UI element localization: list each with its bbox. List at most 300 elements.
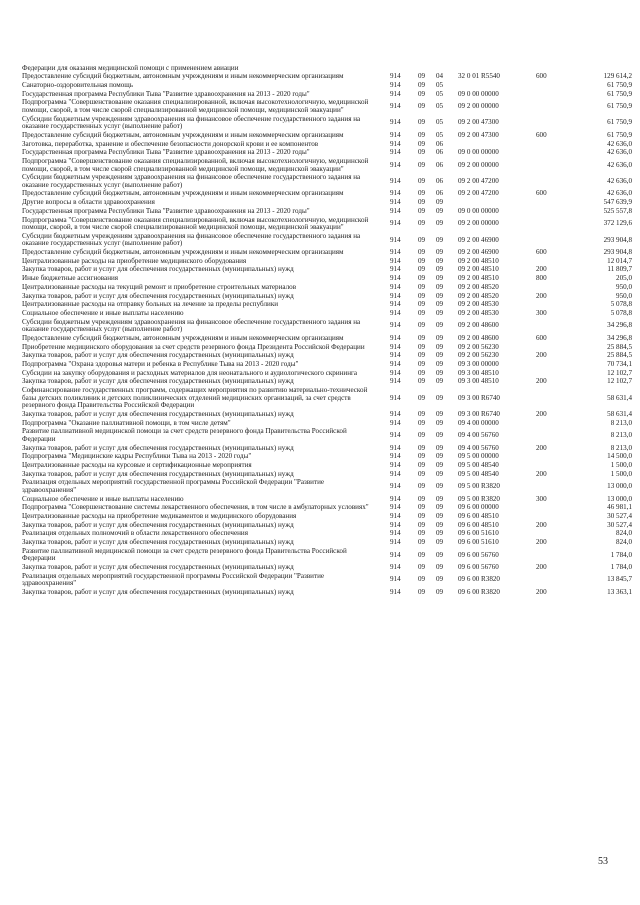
row-ministry-code: 914 [390, 206, 401, 215]
row-name: Социальное обеспечение и иные выплаты населению [22, 494, 184, 503]
row-amount: 13 000,0 [607, 482, 632, 491]
row-amount: 61 750,9 [607, 130, 632, 139]
table-row [22, 207, 632, 216]
row-name: Закупка товаров, работ и услуг для обеспечения государственных (муниципальных) нужд [22, 520, 294, 529]
row-target-item-code: 09 2 00 48510 [458, 256, 499, 265]
row-subsection-code: 06 [436, 160, 444, 169]
row-section-code: 09 [418, 431, 426, 440]
row-ministry-code: 914 [390, 89, 401, 98]
row-target-item-code: 09 2 00 00000 [458, 219, 499, 228]
row-target-item-code: 09 3 00 00000 [458, 359, 499, 368]
row-ministry-code: 914 [390, 160, 401, 169]
row-expense-type-code [536, 461, 576, 470]
row-section-code: 09 [418, 256, 426, 265]
row-section-code: 09 [418, 282, 426, 291]
row-target-item-code: 09 2 00 47300 [458, 118, 499, 127]
row-subsection-code: 09 [436, 575, 444, 584]
row-name: Предоставление субсидий бюджетным, автономным учреждениям и иным некоммерческим организациям [22, 130, 344, 139]
row-target-item-code: 09 4 00 56760 [458, 431, 499, 440]
row-name: Закупка товаров, работ и услуг для обеспечения государственных (муниципальных) нужд [22, 291, 294, 300]
table-row [22, 157, 632, 173]
row-subsection-code: 09 [436, 265, 444, 274]
table-row [22, 512, 632, 521]
row-subsection-code: 05 [436, 80, 444, 89]
row-expense-type-code: 200 [536, 469, 547, 478]
row-section-code: 09 [418, 469, 426, 478]
row-amount: 13 000,0 [607, 494, 632, 503]
row-amount: 42 636,0 [607, 148, 632, 157]
row-name: Реализация отдельных мероприятий государственной программы Российской Федерации "Развитие здравоохранения" [22, 571, 325, 588]
row-expense-type-code [536, 360, 576, 369]
row-subsection-code: 06 [436, 148, 444, 157]
row-amount: 42 636,0 [607, 139, 632, 148]
row-amount: 61 750,9 [607, 118, 632, 127]
row-amount: 61 750,9 [607, 102, 632, 111]
row-name: Предоставление субсидий бюджетным, автономным учреждениям и иным некоммерческим организациям [22, 333, 344, 342]
row-amount: 70 734,1 [607, 359, 632, 368]
row-expense-type-code [536, 115, 576, 131]
row-subsection-code: 09 [436, 587, 444, 596]
row-amount: 30 527,4 [607, 520, 632, 529]
row-expense-type-code: 300 [536, 308, 547, 317]
row-subsection-code: 09 [436, 469, 444, 478]
row-subsection-code: 09 [436, 291, 444, 300]
row-subsection-code: 09 [436, 494, 444, 503]
row-ministry-code: 914 [390, 72, 401, 81]
row-expense-type-code: 200 [536, 538, 547, 547]
row-section-code: 09 [418, 575, 426, 584]
row-section-code: 09 [418, 520, 426, 529]
row-name: Субсидии бюджетным учреждениям здравоохранения на финансовое обеспечение государственного задания на оказание государственных услуг (выполнение работ) [22, 231, 361, 248]
row-amount: 129 614,2 [603, 72, 632, 81]
row-name: Централизованные расходы на отправку больных на лечение за пределы республики [22, 300, 279, 309]
row-target-item-code: 09 2 00 48520 [458, 291, 499, 300]
row-name: Санаторно-оздоровительная помощь [22, 80, 134, 89]
row-amount: 372 129,6 [603, 219, 632, 228]
row-ministry-code: 914 [390, 452, 401, 461]
table-row [22, 249, 632, 258]
row-target-item-code: 09 2 00 00000 [458, 102, 499, 111]
row-target-item-code: 09 6 00 56760 [458, 550, 499, 559]
row-target-item-code: 09 5 00 R3820 [458, 494, 500, 503]
row-subsection-code: 09 [436, 409, 444, 418]
row-expense-type-code: 600 [536, 333, 547, 342]
row-target-item-code: 09 3 00 48510 [458, 368, 499, 377]
row-expense-type-code: 200 [536, 443, 547, 452]
row-amount: 13 363,1 [607, 587, 632, 596]
row-name: Реализация отдельных мероприятий государственной программы Российской Федерации "Развитие здравоохранения" [22, 478, 325, 494]
row-ministry-code: 914 [390, 219, 401, 228]
row-section-code: 09 [418, 393, 426, 402]
row-target-item-code: 09 3 00 R6740 [458, 409, 500, 418]
row-subsection-code: 09 [436, 359, 444, 368]
row-amount: 293 904,8 [603, 235, 632, 244]
row-ministry-code: 914 [390, 342, 401, 351]
table-row [22, 386, 632, 410]
row-amount: 61 750,9 [607, 89, 632, 98]
row-amount: 12 102,7 [607, 368, 632, 377]
row-expense-type-code: 200 [536, 409, 547, 418]
row-target-item-code: 09 6 00 48510 [458, 511, 499, 520]
row-name: Подпрограмма "Совершенствование системы лекарственного обеспечения, в том числе в амбулаторных условиях" [22, 503, 369, 512]
row-target-item-code: 09 2 00 48600 [458, 333, 499, 342]
row-section-code: 09 [418, 418, 426, 427]
row-section-code: 09 [418, 206, 426, 215]
row-ministry-code: 914 [390, 469, 401, 478]
row-target-item-code: 09 5 00 48540 [458, 469, 499, 478]
row-subsection-code: 09 [436, 351, 444, 360]
row-amount: 950,0 [616, 282, 632, 291]
row-name: Закупка товаров, работ и услуг для обеспечения государственных (муниципальных) нужд [22, 538, 294, 547]
row-expense-type-code [536, 512, 576, 521]
row-ministry-code: 914 [390, 482, 401, 491]
row-ministry-code: 914 [390, 248, 401, 257]
row-subsection-code: 09 [436, 482, 444, 491]
table-row [22, 81, 632, 90]
row-subsection-code: 05 [436, 102, 444, 111]
row-target-item-code: 09 3 00 48510 [458, 377, 499, 386]
row-amount: 8 213,0 [610, 418, 632, 427]
row-section-code: 09 [418, 148, 426, 157]
table-row [22, 547, 632, 563]
row-expense-type-code: 800 [536, 274, 547, 283]
row-name: Субсидии бюджетным учреждениям здравоохранения на финансовое обеспечение государственного задания на оказание государственных услуг (выполнение работ) [22, 317, 361, 334]
table-row [22, 588, 632, 597]
row-subsection-code: 09 [436, 219, 444, 228]
row-name: Подпрограмма "Совершенствование оказания специализированной, включая высокотехнологичную, медицинской помощи, скорой, в том числе скорой специализированной медицинской помощи, медицинской эвакуации" [22, 98, 369, 114]
row-ministry-code: 914 [390, 321, 401, 330]
row-expense-type-code [536, 174, 576, 190]
row-amount: 525 557,8 [603, 206, 632, 215]
row-ministry-code: 914 [390, 333, 401, 342]
row-section-code: 09 [418, 265, 426, 274]
row-section-code: 09 [418, 139, 426, 148]
row-amount: 34 296,8 [607, 321, 632, 330]
row-subsection-code: 09 [436, 256, 444, 265]
row-section-code: 09 [418, 300, 426, 309]
budget-table [22, 64, 632, 597]
row-subsection-code: 09 [436, 418, 444, 427]
row-target-item-code: 09 6 00 51610 [458, 529, 499, 538]
row-target-item-code: 09 2 00 46900 [458, 235, 499, 244]
row-subsection-code: 09 [436, 443, 444, 452]
row-expense-type-code: 600 [536, 248, 547, 257]
row-section-code: 09 [418, 219, 426, 228]
row-ministry-code: 914 [390, 265, 401, 274]
row-name: Социальное обеспечение и иные выплаты населению [22, 308, 184, 317]
row-ministry-code: 914 [390, 198, 401, 207]
row-subsection-code: 09 [436, 333, 444, 342]
row-subsection-code: 09 [436, 377, 444, 386]
row-section-code: 09 [418, 274, 426, 283]
row-section-code: 09 [418, 377, 426, 386]
row-section-code: 09 [418, 550, 426, 559]
row-subsection-code: 09 [436, 342, 444, 351]
row-ministry-code: 914 [390, 587, 401, 596]
row-amount: 950,0 [616, 291, 632, 300]
row-expense-type-code [536, 386, 576, 410]
row-expense-type-code [536, 419, 576, 428]
row-name: Подпрограмма "Оказание паллиативной помощи, в том числе детям" [22, 418, 231, 427]
table-row [22, 216, 632, 232]
row-expense-type-code [536, 216, 576, 232]
row-ministry-code: 914 [390, 494, 401, 503]
row-section-code: 09 [418, 342, 426, 351]
row-name: Подпрограмма "Охрана здоровья матери и ребенка в Республике Тыва на 2013 - 2020 годы" [22, 359, 299, 368]
row-name: Централизованные расходы на приобретение медикаментов и медицинского оборудования [22, 511, 297, 520]
row-ministry-code: 914 [390, 575, 401, 584]
row-target-item-code: 09 2 00 46900 [458, 248, 499, 257]
table-row [22, 428, 632, 444]
row-amount: 30 527,4 [607, 511, 632, 520]
row-expense-type-code: 300 [536, 494, 547, 503]
table-row [22, 232, 632, 248]
row-section-code: 09 [418, 198, 426, 207]
row-subsection-code: 09 [436, 368, 444, 377]
row-subsection-code: 09 [436, 538, 444, 547]
table-row [22, 99, 632, 115]
row-name: Субсидии на закупку оборудования и расходных материалов для неонатального и аудиологического скрининга [22, 368, 358, 377]
table-row [22, 334, 632, 343]
row-name: Софинансирование государственных программ, содержащих мероприятия по развитию материально-технической базы детских поликлиник и детских поликлинических отделений медицинских организаций, за счет средств резервного фонда Правительства Российской Федерации [22, 386, 368, 410]
row-amount: 25 884,5 [607, 342, 632, 351]
table-row [22, 275, 632, 284]
row-expense-type-code [536, 283, 576, 292]
row-subsection-code: 09 [436, 562, 444, 571]
row-amount: 824,0 [616, 529, 632, 538]
row-subsection-code: 09 [436, 282, 444, 291]
row-ministry-code: 914 [390, 235, 401, 244]
row-target-item-code: 09 2 00 47300 [458, 130, 499, 139]
table-row [22, 131, 632, 140]
row-target-item-code: 09 2 00 47200 [458, 189, 499, 198]
row-subsection-code: 05 [436, 118, 444, 127]
row-target-item-code: 09 2 00 47200 [458, 177, 499, 185]
row-ministry-code: 914 [390, 291, 401, 300]
row-expense-type-code [536, 207, 576, 216]
row-ministry-code: 914 [390, 256, 401, 265]
row-target-item-code [458, 81, 536, 90]
row-section-code: 09 [418, 503, 426, 512]
row-section-code: 09 [418, 80, 426, 89]
row-expense-type-code: 600 [536, 189, 547, 198]
row-ministry-code: 914 [390, 177, 401, 185]
row-expense-type-code: 200 [536, 520, 547, 529]
table-row [22, 318, 632, 334]
row-ministry-code: 914 [390, 431, 401, 440]
row-section-code: 09 [418, 72, 426, 81]
row-ministry-code: 914 [390, 409, 401, 418]
row-target-item-code: 09 2 00 56230 [458, 342, 499, 351]
row-ministry-code: 914 [390, 393, 401, 402]
row-expense-type-code [536, 232, 576, 248]
row-name: Предоставление субсидий бюджетным, автономным учреждениям и иным некоммерческим организациям [22, 72, 344, 81]
row-section-code: 09 [418, 321, 426, 330]
row-ministry-code: 914 [390, 418, 401, 427]
row-name: Иные бюджетные ассигнования [22, 274, 119, 283]
row-subsection-code: 09 [436, 300, 444, 309]
row-amount: 8 213,0 [610, 431, 632, 440]
row-section-code: 09 [418, 333, 426, 342]
row-target-item-code: 09 2 00 48510 [458, 274, 499, 283]
row-name: Государственная программа Республики Тыва "Развитие здравоохранения на 2013 - 2020 годы" [22, 89, 310, 98]
row-section-code: 09 [418, 538, 426, 547]
table-row [22, 283, 632, 292]
row-expense-type-code [536, 81, 576, 90]
row-expense-type-code [536, 149, 576, 158]
row-expense-type-code [536, 428, 576, 444]
row-subsection-code: 09 [436, 511, 444, 520]
row-subsection-code: 09 [436, 431, 444, 440]
row-target-item-code: 09 3 00 R6740 [458, 393, 500, 402]
row-expense-type-code [536, 140, 576, 149]
row-name: Субсидии бюджетным учреждениям здравоохранения на финансовое обеспечение государственного задания на оказание государственных услуг (выполнение работ) [22, 114, 361, 131]
row-target-item-code: 09 2 00 48510 [458, 265, 499, 274]
row-amount: 61 750,9 [607, 80, 632, 89]
row-subsection-code: 05 [436, 89, 444, 98]
row-name: Другие вопросы в области здравоохранения [22, 198, 155, 207]
row-subsection-code: 09 [436, 308, 444, 317]
row-name: Закупка товаров, работ и услуг для обеспечения государственных (муниципальных) нужд [22, 377, 294, 386]
table-row [22, 538, 632, 547]
table-row [22, 572, 632, 588]
row-ministry-code: 914 [390, 148, 401, 157]
row-ministry-code: 914 [390, 538, 401, 547]
row-target-item-code: 09 2 00 56230 [458, 351, 499, 360]
row-subsection-code: 09 [436, 520, 444, 529]
row-section-code: 09 [418, 248, 426, 257]
table-row [22, 461, 632, 470]
row-expense-type-code [536, 99, 576, 115]
row-target-item-code: 09 2 00 48530 [458, 308, 499, 317]
table-row [22, 174, 632, 190]
row-ministry-code: 914 [390, 377, 401, 386]
row-amount: 42 636,0 [607, 160, 632, 169]
row-ministry-code: 914 [390, 550, 401, 559]
row-ministry-code: 914 [390, 460, 401, 469]
row-amount: 1 784,0 [610, 550, 632, 559]
row-ministry-code: 914 [390, 118, 401, 127]
row-section-code: 09 [418, 160, 426, 169]
row-expense-type-code [536, 572, 576, 588]
row-ministry-code: 914 [390, 511, 401, 520]
row-name: Закупка товаров, работ и услуг для обеспечения государственных (муниципальных) нужд [22, 409, 294, 418]
row-target-item-code: 09 4 00 56760 [458, 443, 499, 452]
row-section-code: 09 [418, 460, 426, 469]
row-target-item-code: 09 4 00 00000 [458, 418, 499, 427]
row-target-item-code: 09 2 00 48600 [458, 321, 499, 330]
row-subsection-code: 09 [436, 248, 444, 257]
row-amount: 58 631,4 [607, 393, 632, 402]
row-target-item-code: 09 6 00 51610 [458, 538, 499, 547]
table-row [22, 563, 632, 572]
row-expense-type-code: 200 [536, 351, 547, 360]
row-subsection-code: 09 [436, 393, 444, 402]
row-expense-type-code: 600 [536, 72, 547, 81]
row-expense-type-code: 200 [536, 265, 547, 274]
row-name: Развитие паллиативной медицинской помощи за счет средств резервного фонда Правительства Российской Федерации [22, 546, 347, 563]
row-name: Развитие паллиативной медицинской помощи за счет средств резервного фонда Правительства Российской Федерации [22, 427, 347, 443]
row-subsection-code: 09 [436, 321, 444, 330]
row-subsection-code: 09 [436, 460, 444, 469]
row-target-item-code: 09 2 00 48530 [458, 300, 499, 309]
row-ministry-code: 914 [390, 520, 401, 529]
row-amount: 12 014,7 [607, 256, 632, 265]
table-row [22, 309, 632, 318]
row-expense-type-code: 600 [536, 130, 547, 139]
row-amount: 1 500,0 [610, 460, 632, 469]
row-target-item-code: 09 0 00 00000 [458, 206, 499, 215]
row-section-code: 09 [418, 482, 426, 491]
row-subsection-code: 06 [436, 139, 444, 148]
row-name: Приобретение медицинского оборудования за счет средств резервного фонда Президента Российской Федерации [22, 342, 365, 351]
row-ministry-code: 914 [390, 368, 401, 377]
row-amount: 293 904,8 [603, 248, 632, 257]
row-expense-type-code: 200 [536, 562, 547, 571]
row-name: Подпрограмма "Медицинские кадры Республики Тыва на 2013 - 2020 годы" [22, 452, 252, 461]
row-expense-type-code [536, 453, 576, 462]
row-target-item-code: 09 2 00 48520 [458, 282, 499, 291]
row-section-code: 09 [418, 409, 426, 418]
row-target-item-code: 09 5 00 48540 [458, 460, 499, 469]
row-subsection-code: 04 [436, 72, 444, 81]
row-amount: 42 636,0 [607, 177, 632, 185]
row-ministry-code: 914 [390, 274, 401, 283]
row-section-code: 09 [418, 494, 426, 503]
row-subsection-code: 05 [436, 130, 444, 139]
row-amount: 25 884,5 [607, 351, 632, 360]
row-ministry-code: 914 [390, 80, 401, 89]
row-ministry-code: 914 [390, 308, 401, 317]
row-name: Централизованные расходы на приобретение медицинского оборудования [22, 256, 247, 265]
row-section-code: 09 [418, 235, 426, 244]
budget-table-body [22, 64, 632, 597]
row-name: Закупка товаров, работ и услуг для обеспечения государственных (муниципальных) нужд [22, 562, 294, 571]
row-section-code: 09 [418, 368, 426, 377]
row-name: Закупка товаров, работ и услуг для обеспечения государственных (муниципальных) нужд [22, 265, 294, 274]
row-target-item-code: 32 0 01 R5540 [458, 72, 500, 81]
row-amount: 8 213,0 [610, 443, 632, 452]
row-amount: 13 845,7 [607, 575, 632, 584]
row-expense-type-code: 200 [536, 291, 547, 300]
row-target-item-code: 09 0 00 00000 [458, 89, 499, 98]
page-number: 53 [598, 856, 608, 867]
table-row [22, 199, 632, 208]
row-amount: 58 631,4 [607, 409, 632, 418]
row-expense-type-code [536, 90, 576, 99]
row-subsection-code: 09 [436, 198, 444, 207]
row-amount: 11 809,7 [607, 265, 632, 274]
row-expense-type-code [536, 479, 576, 495]
row-expense-type-code [536, 547, 576, 563]
row-section-code: 09 [418, 587, 426, 596]
row-amount: 14 500,0 [607, 452, 632, 461]
row-amount: 547 639,9 [603, 198, 632, 207]
row-amount: 205,0 [616, 274, 632, 283]
row-section-code: 09 [418, 359, 426, 368]
row-section-code: 09 [418, 529, 426, 538]
row-target-item-code: 09 6 00 00000 [458, 503, 499, 512]
table-row [22, 410, 632, 419]
row-section-code: 09 [418, 511, 426, 520]
row-target-item-code: 09 0 00 00000 [458, 148, 499, 157]
row-name: Централизованные расходы на курсовые и сертификационные мероприятия [22, 460, 252, 469]
row-expense-type-code: 200 [536, 587, 547, 596]
row-ministry-code: 914 [390, 189, 401, 198]
row-amount: 824,0 [616, 538, 632, 547]
row-section-code: 09 [418, 351, 426, 360]
row-subsection-code: 09 [436, 452, 444, 461]
